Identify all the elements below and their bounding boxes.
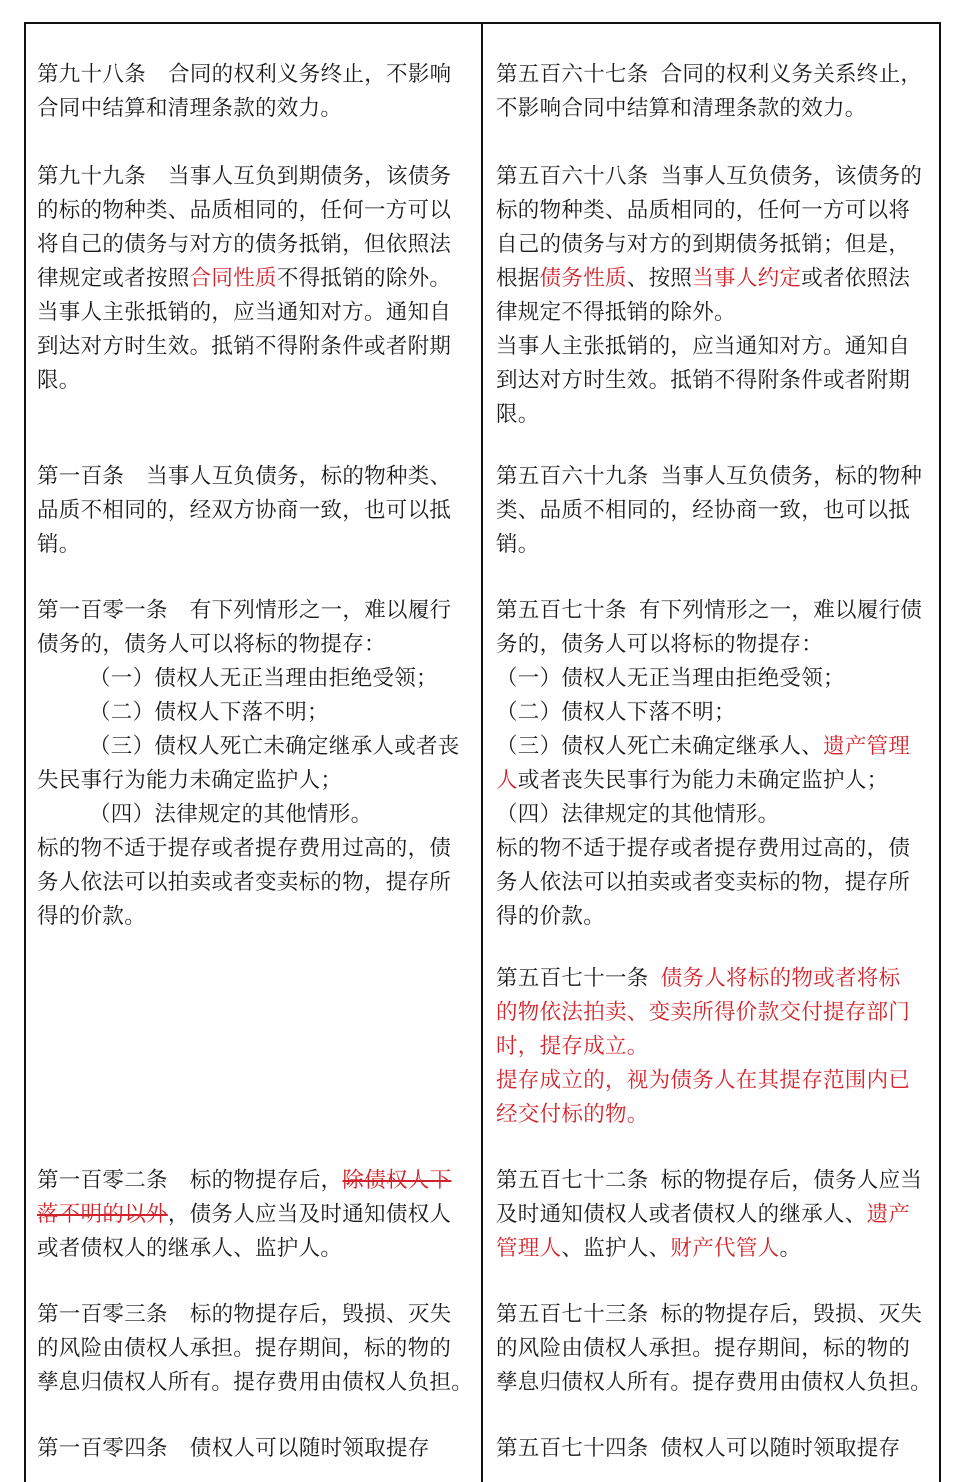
article-number: 第五百七十三条: [496, 1302, 649, 1327]
right-article-574: 第五百七十四条 债权人可以随时领取提存: [496, 1436, 901, 1461]
highlight-added: 当事人约定: [692, 266, 802, 291]
article-number: 第一百零一条: [37, 598, 168, 623]
article-number: 第五百七十四条: [496, 1436, 649, 1461]
article-number: 第五百七十条: [496, 598, 627, 623]
article-number: 第五百六十七条: [496, 62, 649, 87]
right-article-573: 第五百七十三条 标的物提存后，毁损、灭失 的风险由债权人承担。提存期间，标的物的 孳息归债权人所有。提存费用由债权人负担。: [496, 1302, 933, 1395]
right-article-569: 第五百六十九条 当事人互负债务，标的物种 类、品质不相同的，经协商一致，也可以抵 销。: [496, 464, 923, 557]
article-number: 第一百零二条: [37, 1168, 168, 1193]
article-number: 第五百七十一条: [496, 966, 649, 991]
right-article-572: 第五百七十二条 标的物提存后，债务人应当 及时通知债权人或者债权人的继承人、遗产 管理人、监护人、财产代管人。: [496, 1168, 923, 1261]
list-item: （二）债权人下落不明；: [89, 700, 329, 725]
article-number: 第五百六十八条: [496, 164, 649, 189]
article-number: 第一百零三条: [37, 1302, 168, 1327]
left-article-101: 第一百零一条 有下列情形之一，难以履行 债务的，债务人可以将标的物提存： （一）债权人无正当理由拒绝受领； （二）债权人下落不明； （三）债权人死亡未确定继承人或者丧 失民事行为能力未确定监护人； （四）法律规定的其他情形。 标的物不适于提存或者提存费用过高的，债 务人依法可以拍卖或者变卖标的物，提存所 得的价款。: [37, 594, 473, 934]
list-item: （三）债权人死亡未确定继承人、遗产管理: [496, 734, 911, 759]
right-article-568: 第五百六十八条 当事人互负债务，该债务的 标的物种类、品质相同的，任何一方可以将 自己的债务与对方的到期债务抵销；但是， 根据债务性质、按照当事人约定或者依照法 律规定不得抵销的除外。 当事人主张抵销的，应当通知对方。通知自 到达对方时生效。抵销不得附条件或者附期 限。: [496, 164, 923, 427]
list-item: （四）法律规定的其他情形。: [496, 802, 780, 827]
highlight-added: 遗产管理: [823, 734, 911, 759]
left-article-102: 第一百零二条 标的物提存后，除债权人下 落不明的以外，债务人应当及时通知债权人 或者债权人的继承人、监护人。: [37, 1168, 452, 1261]
left-article-104: 第一百零四条 债权人可以随时领取提存: [37, 1436, 430, 1461]
article-number: 第一百条: [37, 464, 125, 489]
highlight-added: 人: [496, 768, 518, 793]
column-divider: [481, 22, 483, 1482]
right-article-567: 第五百六十七条 合同的权利义务关系终止， 不影响合同中结算和清理条款的效力。: [496, 62, 923, 121]
deleted-text: 落不明的以外: [37, 1202, 168, 1227]
list-item: （四）法律规定的其他情形。: [89, 802, 373, 827]
right-article-571: 第五百七十一条 债务人将标的物或者将标 的物依法拍卖、变卖所得价款交付提存部门 时，提存成立。 提存成立的，视为债务人在其提存范围内已 经交付标的物。: [496, 966, 911, 1127]
list-item: （一）债权人无正当理由拒绝受领；: [496, 666, 845, 691]
article-number: 第五百六十九条: [496, 464, 649, 489]
highlight-added: 管理人: [496, 1236, 562, 1261]
highlight-added: 债务性质: [539, 266, 627, 291]
list-item: （三）债权人死亡未确定继承人或者丧: [89, 734, 460, 759]
article-number: 第九十八条: [37, 62, 147, 87]
left-article-103: 第一百零三条 标的物提存后，毁损、灭失 的风险由债权人承担。提存期间，标的物的 孳息归债权人所有。提存费用由债权人负担。: [37, 1302, 474, 1395]
article-number: 第五百七十二条: [496, 1168, 649, 1193]
left-article-100: 第一百条 当事人互负债务，标的物种类、 品质不相同的，经双方协商一致，也可以抵 销。: [37, 464, 452, 557]
highlight-added: 合同性质: [189, 266, 277, 291]
right-article-570: 第五百七十条 有下列情形之一，难以履行债 务的，债务人可以将标的物提存： （一）债权人无正当理由拒绝受领； （二）债权人下落不明； （三）债权人死亡未确定继承人、遗产管理 人或者丧失民事行为能力未确定监护人； （四）法律规定的其他情形。 标的物不适于提存或者提存费用过高的，债 务人依法可以拍卖或者变卖标的物，提存所 得的价款。: [496, 594, 932, 934]
left-article-98: 第九十八条 合同的权利义务终止，不影响 合同中结算和清理条款的效力。: [37, 62, 452, 121]
article-number: 第一百零四条: [37, 1436, 168, 1461]
left-article-99: 第九十九条 当事人互负到期债务，该债务 的标的物种类、品质相同的，任何一方可以 将自己的债务与对方的债务抵销，但依照法 律规定或者按照合同性质不得抵销的除外。 当事人主张抵销的，应当通知对方。通知自 到达对方时生效。抵销不得附条件或者附期 限。: [37, 164, 452, 393]
article-number: 第九十九条: [37, 164, 147, 189]
highlight-added: 遗产: [866, 1202, 911, 1227]
list-item: （二）债权人下落不明；: [496, 700, 736, 725]
list-item: （一）债权人无正当理由拒绝受领；: [89, 666, 438, 691]
highlight-added: 财产代管人: [670, 1236, 780, 1261]
deleted-text: 除债权人下: [342, 1168, 452, 1193]
